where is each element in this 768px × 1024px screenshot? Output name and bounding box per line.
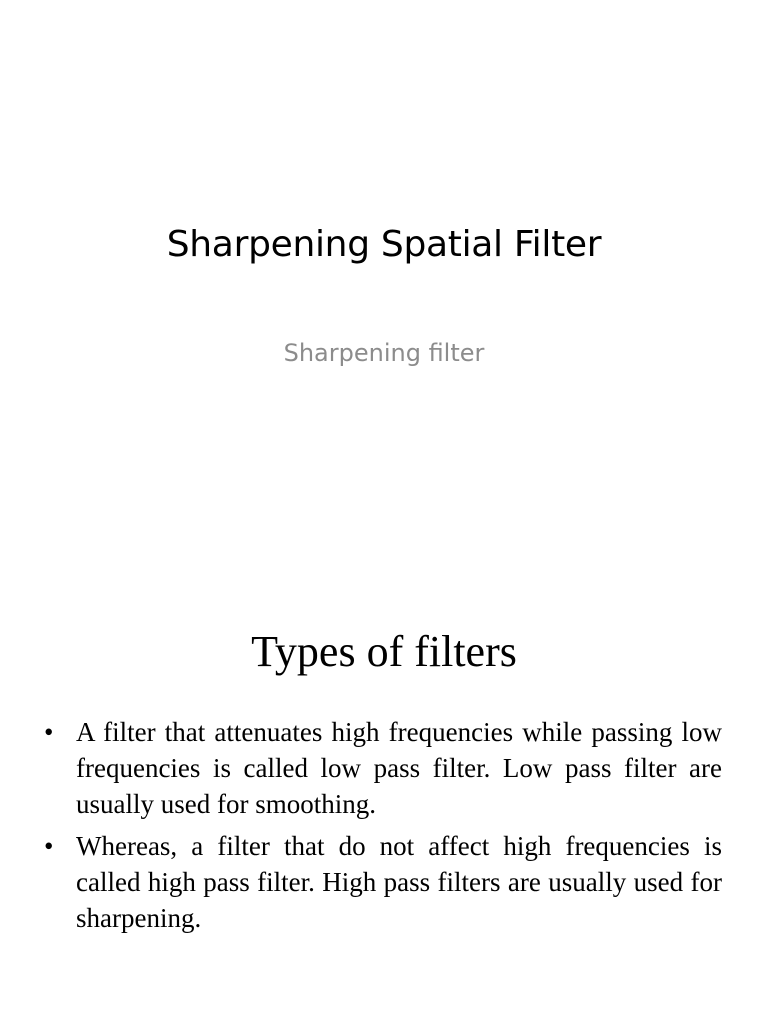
slide-2 xyxy=(0,576,768,1024)
bullet-item xyxy=(38,714,722,822)
bullet-text: Whereas, a filter that do not affect high frequencies is called high pass filter. High pass filters are usually used for sharpening. xyxy=(76,831,722,933)
slide-1-subtitle: Sharpening filter xyxy=(283,339,485,367)
bullet-icon: • xyxy=(44,717,54,747)
bullet-list xyxy=(38,714,722,942)
bullet-item xyxy=(38,828,722,936)
bullet-icon: • xyxy=(44,831,54,861)
bullet-text: A filter that attenuates high frequencies while passing low frequencies is called low pass filter. Low pass filter are usually used for smoothing. xyxy=(76,717,722,819)
slide-2-title: Types of filters xyxy=(251,627,517,676)
slide-1-title: Sharpening Spatial Filter xyxy=(166,224,602,265)
